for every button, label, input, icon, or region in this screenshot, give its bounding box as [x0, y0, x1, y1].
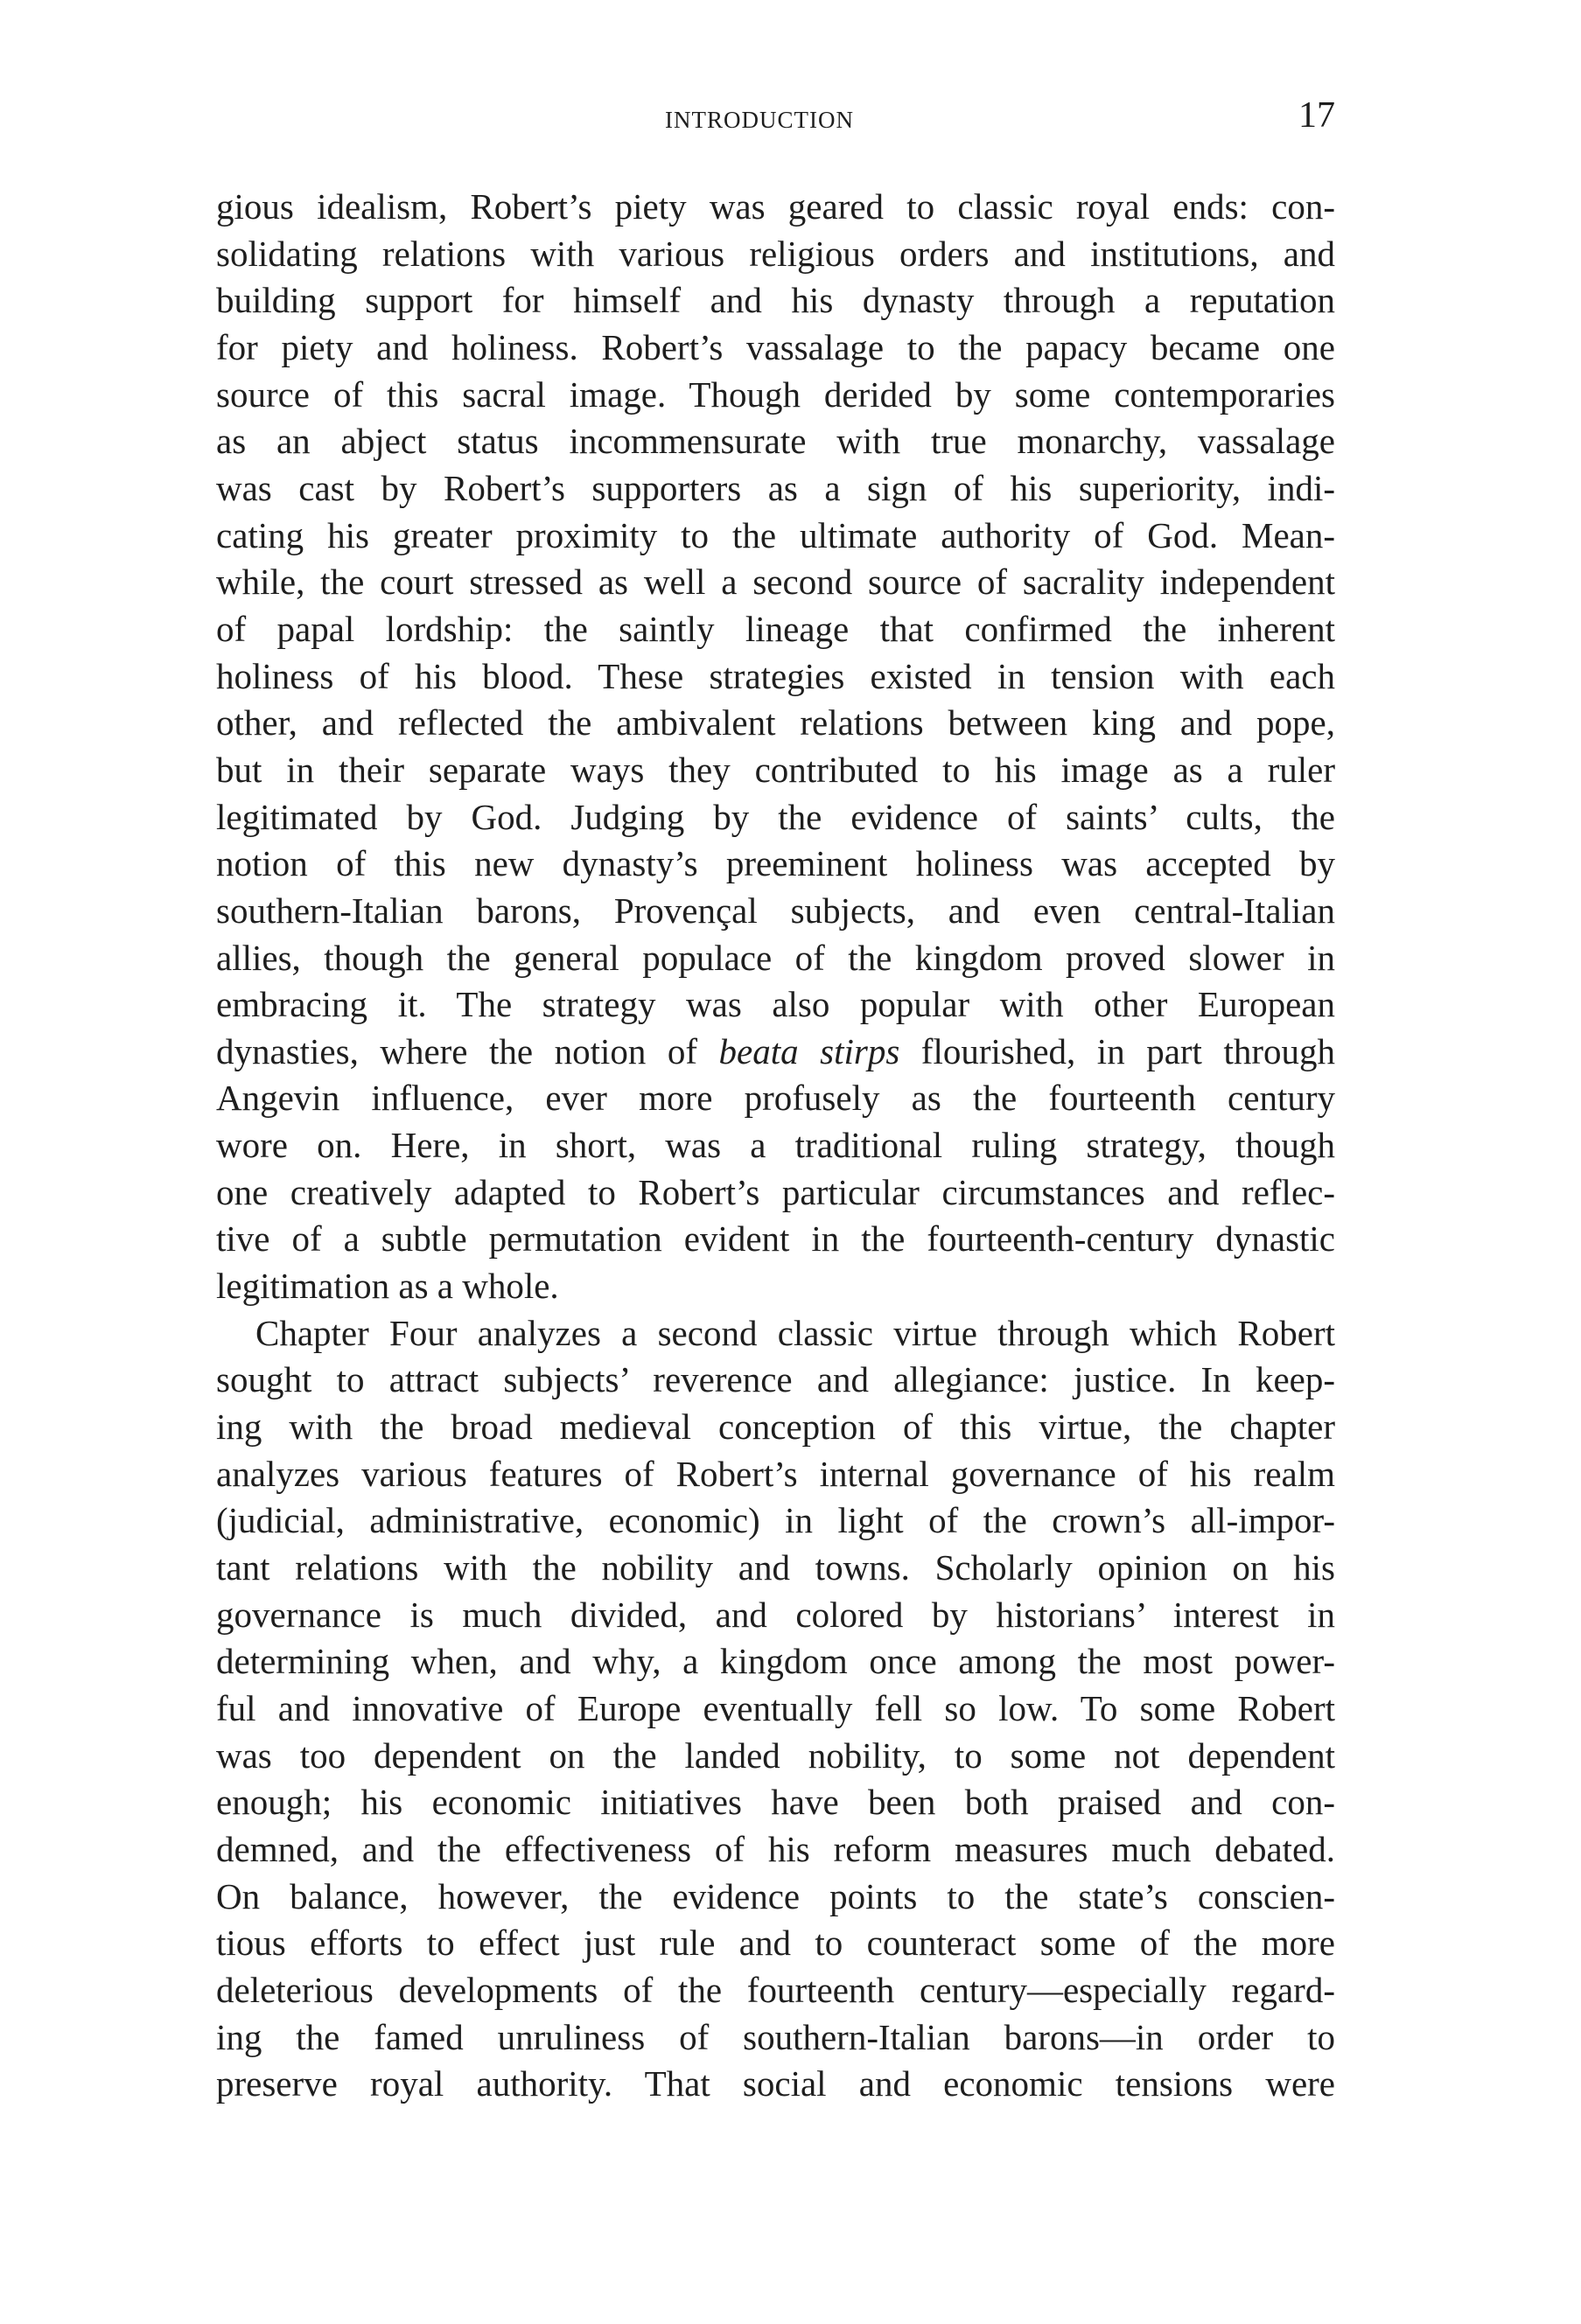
- text-line: embracing it. The strategy was also popular with other European: [216, 984, 1335, 1025]
- page-number: 17: [1298, 95, 1335, 136]
- italic-term: beata stirps: [718, 1030, 900, 1071]
- text-line: tant relations with the nobility and towns. Scholarly opinion on his: [216, 1547, 1335, 1588]
- text-line: building support for himself and his dynasty through a reputation: [216, 280, 1335, 321]
- running-head-title: INTRODUCTION: [665, 107, 854, 133]
- text-line: holiness of his blood. These strategies existed in tension with each: [216, 655, 1335, 696]
- text-line: as an abject status incommensurate with true monarchy, vassalage: [216, 421, 1335, 462]
- text-line: On balance, however, the evidence points to the state’s conscien-: [216, 1875, 1335, 1916]
- text-line: southern-Italian barons, Provençal subjects, and even central-Italian: [216, 890, 1335, 931]
- text-line: for piety and holiness. Robert’s vassalage to the papacy became one: [216, 326, 1335, 367]
- text-line: notion of this new dynasty’s preeminent holiness was accepted by: [216, 843, 1335, 884]
- text-line: tive of a subtle permutation evident in the fourteenth-century dynastic: [216, 1218, 1335, 1260]
- text-line: sought to attract subjects’ reverence and allegiance: justice. In keep-: [216, 1359, 1335, 1400]
- text-line: of papal lordship: the saintly lineage that confirmed the inherent: [216, 608, 1335, 649]
- text-line: allies, though the general populace of the kingdom proved slower in: [216, 937, 1335, 978]
- text-line: determining when, and why, a kingdom once among the most power-: [216, 1641, 1335, 1682]
- text-line-with-italic: [216, 1029, 1335, 1076]
- text-line: solidating relations with various religious orders and institutions, and: [216, 233, 1335, 274]
- text-line: but in their separate ways they contributed to his image as a ruler: [216, 749, 1335, 790]
- text-line: while, the court stressed as well a second source of sacrality independent: [216, 562, 1335, 603]
- paragraph-2: [216, 1310, 1335, 2108]
- text-line: wore on. Here, in short, was a traditional ruling strategy, though: [216, 1125, 1335, 1166]
- text-line: gious idealism, Robert’s piety was geared to classic royal ends: con-: [216, 186, 1335, 227]
- text-line: tious efforts to effect just rule and to counteract some of the more: [216, 1923, 1335, 1964]
- text-line: governance is much divided, and colored by historians’ interest in: [216, 1594, 1335, 1635]
- text-line: (judicial, administrative, economic) in light of the crown’s all-impor-: [216, 1500, 1335, 1541]
- text-run: dynasties, where the notion of: [216, 1030, 719, 1071]
- text-line: Angevin influence, ever more profusely as the fourteenth century: [216, 1078, 1335, 1119]
- text-line: Chapter Four analyzes a second classic virtue through which Robert: [255, 1312, 1335, 1353]
- text-line: was cast by Robert’s supporters as a sign of his superiority, indi-: [216, 467, 1335, 508]
- text-line: ful and innovative of Europe eventually fell so low. To some Robert: [216, 1688, 1335, 1728]
- text-line: legitimation as a whole.: [216, 1266, 559, 1307]
- text-run: flourished, in part through: [899, 1030, 1335, 1071]
- text-line: deleterious developments of the fourteenth century—especially regard-: [216, 1969, 1335, 2010]
- running-head: [0, 94, 1581, 147]
- text-line: cating his greater proximity to the ultimate authority of God. Mean-: [216, 514, 1335, 555]
- text-line: enough; his economic initiatives have been both praised and con-: [216, 1782, 1335, 1823]
- text-line: other, and reflected the ambivalent relations between king and pope,: [216, 702, 1335, 743]
- text-line: legitimated by God. Judging by the evidence of saints’ cults, the: [216, 796, 1335, 837]
- text-line: analyzes various features of Robert’s internal governance of his realm: [216, 1453, 1335, 1494]
- text-line: ing the famed unruliness of southern-Italian barons—in order to: [216, 2016, 1335, 2057]
- text-line: one creatively adapted to Robert’s particular circumstances and reflec-: [216, 1171, 1335, 1212]
- text-line: preserve royal authority. That social and economic tensions were: [216, 2063, 1335, 2104]
- text-line: source of this sacral image. Though derided by some contemporaries: [216, 373, 1335, 415]
- text-line: was too dependent on the landed nobility, to some not dependent: [216, 1734, 1335, 1776]
- body-text: [216, 184, 1335, 2108]
- paragraph-1: [216, 184, 1335, 1310]
- text-line: demned, and the effectiveness of his reform measures much debated.: [216, 1828, 1335, 1869]
- text-line: ing with the broad medieval conception of this virtue, the chapter: [216, 1406, 1335, 1448]
